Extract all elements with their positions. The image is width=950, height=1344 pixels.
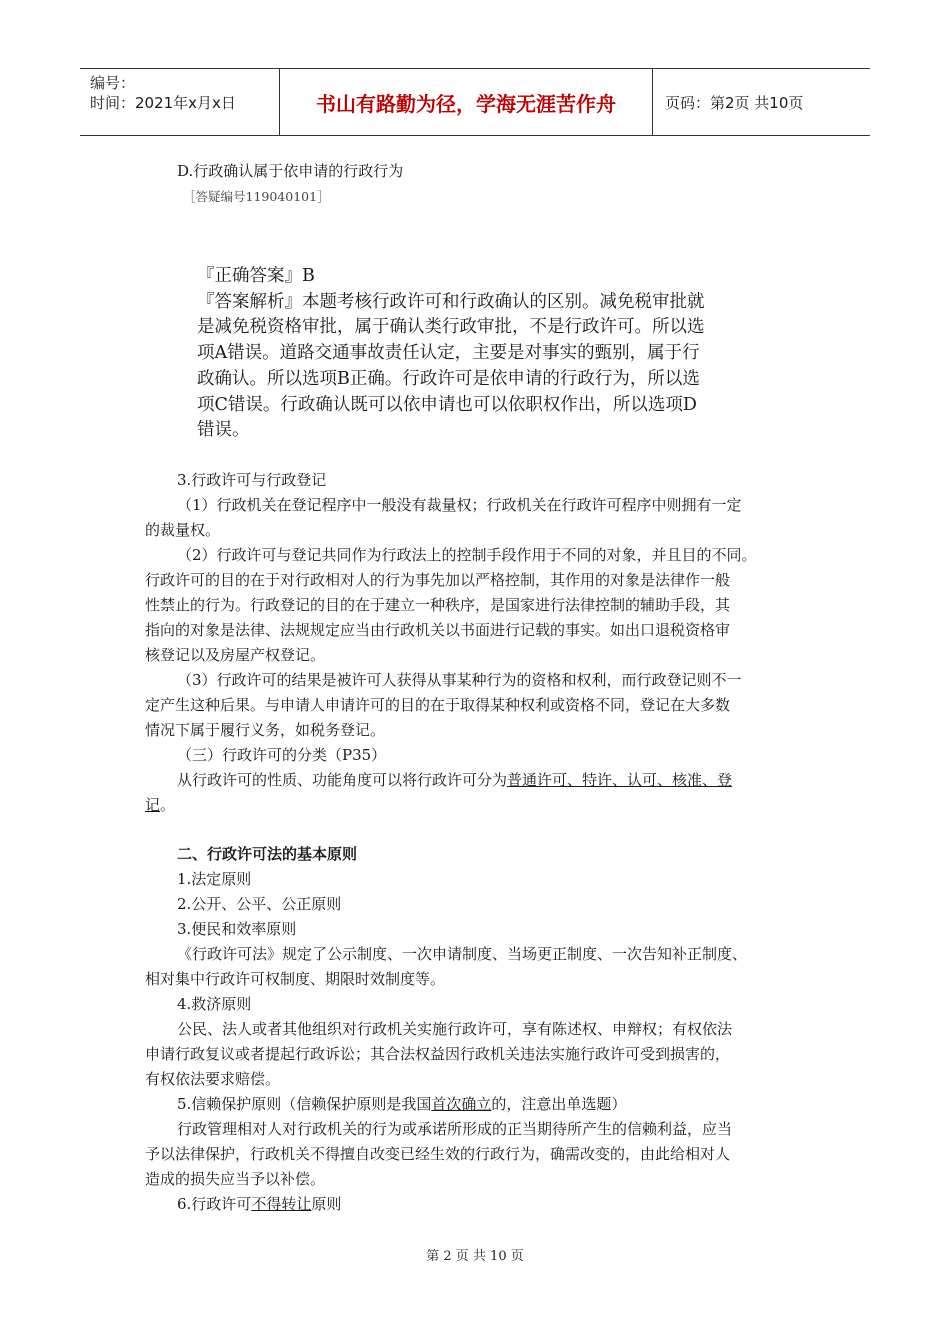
section3-title: 3.行政许可与行政登记: [177, 471, 327, 489]
s3-p3-line: 定产生这种后果。与申请人申请许可的目的在于取得某种权利或资格不同，登记在大多数: [145, 696, 731, 714]
principle-5-underlined: 首次确立: [431, 1095, 492, 1113]
principle-4: 4.救济原则: [177, 995, 252, 1013]
principle-4-text: 申请行政复议或者提起行政诉讼；其合法权益因行政机关违法实施行政许可受到损害的，: [145, 1045, 731, 1063]
principle-5-body: 造成的损失应当予以补偿。: [145, 1170, 326, 1188]
s3-p1-line: 的裁量权。: [145, 521, 221, 539]
principle-2: 2.公开、公平、公正原则: [177, 895, 342, 913]
part2-title: 二、行政许可法的基本原则: [177, 845, 358, 863]
principle-3: 3.便民和效率原则: [177, 920, 297, 938]
classification-text: 。: [160, 796, 176, 814]
principle-6-underlined: 不得转让: [251, 1195, 312, 1213]
principle-5-body: 行政管理相对人对行政机关的行为或承诺所形成的正当期待所产生的信赖利益，应当: [177, 1120, 733, 1138]
option-d: D.行政确认属于依申请的行政行为: [177, 162, 404, 180]
principle-5-body: 予以法律保护，行政机关不得擅自改变已经生效的行政行为，确需改变的，由此给相对人: [145, 1145, 731, 1163]
s3-p3-line: （3）行政许可的结果是被许可人获得从事某种行为的资格和权利，而行政登记则不一: [177, 671, 742, 689]
principle-5-text: 5.信赖保护原则（信赖保护原则是我国: [177, 1095, 432, 1113]
s3-p3-line: 情况下属于履行义务，如税务登记。: [145, 721, 386, 739]
answer-line: 项C错误。行政确认既可以依申请也可以依职权作出，所以选项D: [197, 394, 697, 415]
principle-6-text: 6.行政许可: [177, 1195, 252, 1213]
answer-block: [197, 264, 767, 444]
s3-p2-line: （2）行政许可与登记共同作为行政法上的控制手段作用于不同的对象，并且目的不同。: [177, 546, 757, 564]
header-page-label: 页码：第2页 共10页: [665, 93, 804, 112]
principle-5: [177, 1093, 626, 1115]
principle-4-text: 公民、法人或者其他组织对行政机关实施行政许可，享有陈述权、申辩权；有权依法: [177, 1020, 733, 1038]
answer-line: 项A错误。道路交通事故责任认定，主要是对事实的甄别，属于行: [197, 343, 700, 364]
answer-line: 『答案解析』本题考核行政许可和行政确认的区别。减免税审批就: [197, 291, 705, 312]
answer-line: 政确认。所以选项B正确。行政许可是依申请的行政行为，所以选: [197, 368, 700, 389]
classification-line: [145, 794, 175, 816]
header-meta: [80, 69, 280, 135]
header-motto: 书山有路勤为径，学海无涯苦作舟: [280, 69, 653, 135]
page-footer: 第 2 页 共 10 页: [426, 1249, 524, 1264]
principle-3-text: 《行政许可法》规定了公示制度、一次申请制度、当场更正制度、一次告知补正制度、: [177, 945, 748, 963]
s3-p1-line: （1）行政机关在登记程序中一般没有裁量权；行政机关在行政许可程序中则拥有一定: [177, 496, 742, 514]
page-header: [80, 68, 870, 136]
classification-title: （三）行政许可的分类（P35）: [177, 746, 387, 764]
classification-types: 普通许可、特许、认可、核准、登: [507, 771, 733, 789]
principle-6: [177, 1193, 341, 1215]
correct-answer: 『正确答案』B: [197, 266, 315, 286]
principle-4-text: 有权依法要求赔偿。: [145, 1070, 281, 1088]
s3-p2-line: 核登记以及房屋产权登记。: [145, 646, 326, 664]
s3-p2-line: 行政许可的目的在于对行政相对人的行为事先加以严格控制，其作用的对象是法律作一般: [145, 571, 731, 589]
classification-types: 记: [145, 796, 161, 814]
classification-text: 从行政许可的性质、功能角度可以将行政许可分为: [177, 771, 508, 789]
answer-line: 错误。: [197, 420, 250, 441]
s3-p2-line: 指向的对象是法律、法规规定应当由行政机关以书面进行记载的事实。如出口退税资格审: [145, 621, 731, 639]
question-code: ［答疑编号119040101］: [183, 189, 330, 204]
s3-p2-line: 性禁止的行为。行政登记的目的在于建立一种秩序，是国家进行法律控制的辅助手段，其: [145, 596, 731, 614]
principle-3-text: 相对集中行政许可权制度、期限时效制度等。: [145, 970, 446, 988]
date-label: 时间：2021年x月x日: [90, 94, 236, 112]
number-label: 编号：: [90, 74, 136, 92]
principle-1: 1.法定原则: [177, 870, 252, 888]
principle-6-text: 原则: [311, 1195, 342, 1213]
classification-line: [177, 769, 732, 791]
answer-line: 是减免税资格审批，属于确认类行政审批，不是行政许可。所以选: [197, 317, 705, 338]
principle-5-text: 的，注意出单选题）: [491, 1095, 627, 1113]
